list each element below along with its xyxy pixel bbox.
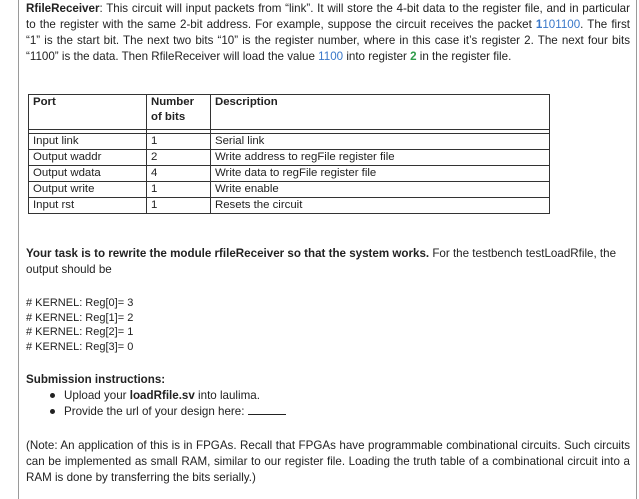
item1-post: into laulima. [194, 389, 260, 402]
kernel-line: # KERNEL: Reg[3]= 0 [26, 340, 134, 353]
cell-desc: Write data to regFile register file [211, 166, 550, 182]
table-row [29, 134, 550, 150]
packet-rest-bits: 101100 [542, 18, 581, 31]
packet-start-bit: 1 [535, 18, 543, 31]
list-item [64, 388, 286, 404]
header-description: Description [211, 95, 550, 130]
cell-port: Output write [29, 182, 147, 198]
kernel-output [26, 296, 630, 354]
intro-text-4: in the register file. [416, 50, 512, 63]
header-port: Port [29, 95, 147, 130]
table-row [29, 150, 550, 166]
cell-port: Output waddr [29, 150, 147, 166]
cell-bits: 1 [147, 198, 211, 214]
task-bold: Your task is to rewrite the module rfileReceiver so that the system works. [26, 247, 430, 260]
cell-desc: Resets the circuit [211, 198, 550, 214]
cell-bits: 4 [147, 166, 211, 182]
module-title: RfileReceiver [26, 2, 100, 15]
table-row [29, 198, 550, 214]
note-paragraph: (Note: An application of this is in FPGAs. Recall that FPGAs have programmable combinational circuits. Such circuits can be implemented as small RAM, similar to our register file. Loading the truth table of a combinational circuit into a RAM is done by transferring the bits serially.) [26, 439, 630, 484]
cell-port: Input link [29, 134, 147, 150]
intro-paragraph [26, 1, 630, 65]
cell-desc: Serial link [211, 134, 550, 150]
filename: loadRfile.sv [129, 389, 195, 402]
task-rest: For the testbench testLoadRfile, the output should be [26, 247, 617, 276]
cell-bits: 2 [147, 150, 211, 166]
cell-desc: Write address to regFile register file [211, 150, 550, 166]
ports-table [28, 94, 550, 214]
cell-bits: 1 [147, 182, 211, 198]
url-blank [248, 404, 286, 415]
list-item [64, 404, 286, 420]
table-header-row [29, 95, 550, 130]
submission-list [44, 388, 286, 419]
cell-bits: 1 [147, 134, 211, 150]
kernel-line: # KERNEL: Reg[1]= 2 [26, 311, 134, 324]
header-bits: Number of bits [147, 95, 211, 130]
cell-port: Output wdata [29, 166, 147, 182]
item1-pre: Upload your [64, 389, 130, 402]
kernel-line: # KERNEL: Reg[2]= 1 [26, 326, 134, 339]
cell-desc: Write enable [211, 182, 550, 198]
intro-text-1: : This circuit will input packets from “link”. It will store the 4-bit data to the register file, and in particular to the register with the same 2-bit address. For example, suppose the circuit receives the packet [26, 2, 630, 31]
register-number: 2 [410, 50, 417, 63]
cell-port: Input rst [29, 198, 147, 214]
item2-text: Provide the url of your design here: [64, 404, 245, 418]
intro-text-3: into register [343, 50, 411, 63]
task-paragraph [26, 246, 630, 278]
table-row [29, 182, 550, 198]
submission-title: Submission instructions: [26, 373, 166, 386]
data-value: 1100 [318, 50, 344, 63]
table-row [29, 166, 550, 182]
intro-text-2: . The first “1” is the start bit. The next two bits “10” is the register number, where in this case it’s register 2. The next four bits “1100” is the data. Then RfileReceiver will load the value [26, 18, 630, 63]
kernel-line: # KERNEL: Reg[0]= 3 [26, 297, 134, 309]
